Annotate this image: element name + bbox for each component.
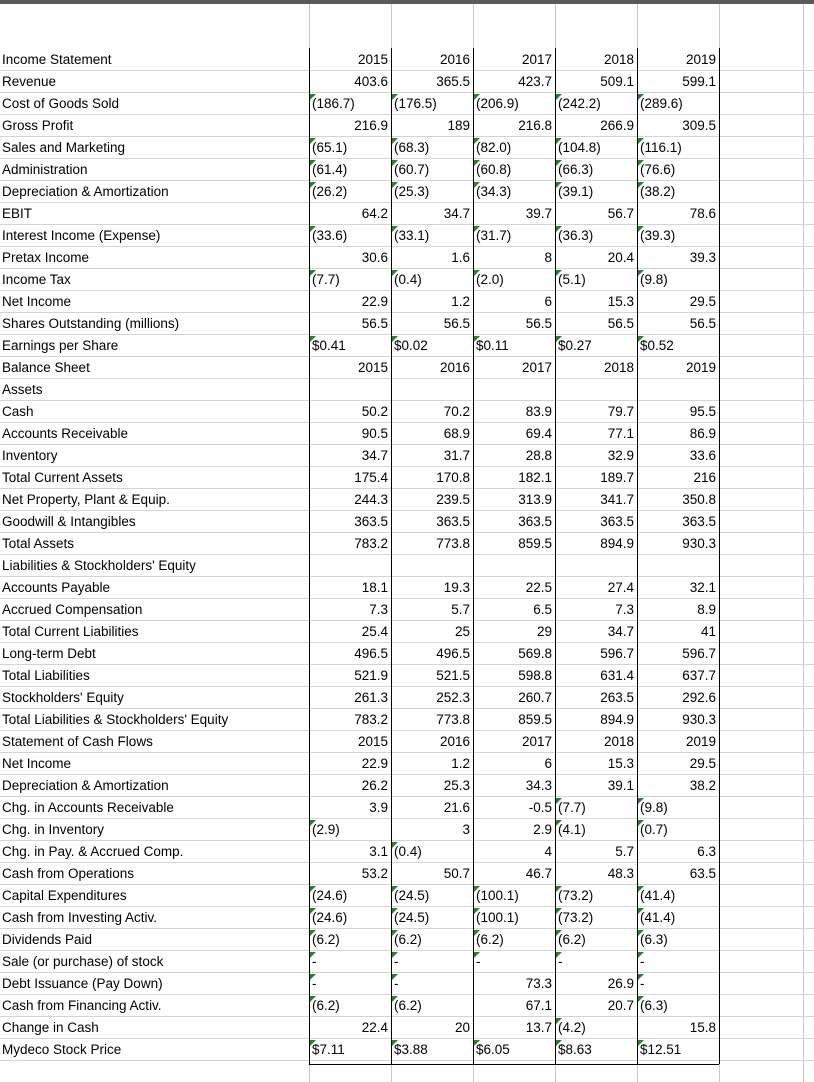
data-cell[interactable]: 22.9 <box>361 756 388 771</box>
data-cell[interactable]: 46.7 <box>525 866 552 881</box>
data-cell[interactable]: (104.8) <box>558 140 601 155</box>
data-cell[interactable]: 6.5 <box>533 602 552 617</box>
data-cell[interactable]: 2016 <box>439 52 470 67</box>
data-cell[interactable]: 2017 <box>521 734 552 749</box>
data-cell[interactable]: 56.5 <box>525 316 552 331</box>
data-cell[interactable]: 3.1 <box>369 844 388 859</box>
data-cell[interactable]: (206.9) <box>476 96 519 111</box>
data-cell[interactable]: 216 <box>693 470 716 485</box>
data-cell[interactable]: 2019 <box>685 734 716 749</box>
data-cell[interactable]: 350.8 <box>682 492 716 507</box>
data-cell[interactable]: 73.3 <box>525 976 552 991</box>
row-label[interactable]: Earnings per Share <box>2 338 119 353</box>
row-label[interactable]: Shares Outstanding (millions) <box>2 316 180 331</box>
data-cell[interactable]: 8 <box>544 250 552 265</box>
data-cell[interactable]: 29.5 <box>689 294 716 309</box>
data-cell[interactable]: 21.6 <box>443 800 470 815</box>
data-cell[interactable]: (24.6) <box>312 888 348 903</box>
data-cell[interactable]: 7.3 <box>369 602 388 617</box>
data-cell[interactable]: $0.52 <box>640 338 674 353</box>
data-cell[interactable]: 3 <box>462 822 470 837</box>
data-cell[interactable]: 569.8 <box>518 646 552 661</box>
data-cell[interactable]: 261.3 <box>354 690 388 705</box>
data-cell[interactable]: (242.2) <box>558 96 601 111</box>
data-cell[interactable]: 363.5 <box>436 514 470 529</box>
data-cell[interactable]: $8.63 <box>558 1042 592 1057</box>
data-cell[interactable]: 22.5 <box>525 580 552 595</box>
data-cell[interactable]: (66.3) <box>558 162 594 177</box>
row-label[interactable]: Statement of Cash Flows <box>2 734 153 749</box>
data-cell[interactable]: 6 <box>544 756 552 771</box>
data-cell[interactable]: 2018 <box>603 52 634 67</box>
row-label[interactable]: Debt Issuance (Pay Down) <box>2 976 163 991</box>
data-cell[interactable]: 63.5 <box>689 866 716 881</box>
data-cell[interactable]: 39.3 <box>689 250 716 265</box>
data-cell[interactable]: 34.7 <box>607 624 634 639</box>
data-cell[interactable]: 56.5 <box>361 316 388 331</box>
data-cell[interactable]: 32.9 <box>607 448 634 463</box>
data-cell[interactable]: (36.3) <box>558 228 594 243</box>
data-cell[interactable]: 363.5 <box>600 514 634 529</box>
data-cell[interactable]: (7.7) <box>558 800 586 815</box>
data-cell[interactable]: (6.2) <box>558 932 586 947</box>
data-cell[interactable]: 2016 <box>439 734 470 749</box>
data-cell[interactable]: 15.3 <box>607 294 634 309</box>
data-cell[interactable]: 239.5 <box>436 492 470 507</box>
data-cell[interactable]: 19.3 <box>443 580 470 595</box>
data-cell[interactable]: 403.6 <box>354 74 388 89</box>
row-label[interactable]: Chg. in Pay. & Accrued Comp. <box>2 844 184 859</box>
data-cell[interactable]: 68.9 <box>443 426 470 441</box>
data-cell[interactable]: (33.6) <box>312 228 348 243</box>
data-cell[interactable]: - <box>394 954 399 969</box>
data-cell[interactable]: 8.9 <box>697 602 716 617</box>
row-label[interactable]: Revenue <box>2 74 57 89</box>
data-cell[interactable]: (68.3) <box>394 140 430 155</box>
row-label[interactable]: Sales and Marketing <box>2 140 126 155</box>
data-cell[interactable]: 79.7 <box>607 404 634 419</box>
row-label[interactable]: Total Liabilities & Stockholders' Equity <box>2 712 229 727</box>
data-cell[interactable]: 521.5 <box>436 668 470 683</box>
data-cell[interactable]: 363.5 <box>518 514 552 529</box>
data-cell[interactable]: (24.6) <box>312 910 348 925</box>
data-cell[interactable]: (0.4) <box>394 844 422 859</box>
data-cell[interactable]: 2018 <box>603 360 634 375</box>
row-label[interactable]: Total Liabilities <box>2 668 90 683</box>
data-cell[interactable]: 4 <box>544 844 552 859</box>
data-cell[interactable]: 28.8 <box>525 448 552 463</box>
data-cell[interactable]: (38.2) <box>640 184 676 199</box>
data-cell[interactable]: 930.3 <box>682 536 716 551</box>
data-cell[interactable]: 20 <box>454 1020 470 1035</box>
data-cell[interactable]: 70.2 <box>443 404 470 419</box>
data-cell[interactable]: $0.11 <box>476 338 509 353</box>
data-cell[interactable]: 2015 <box>357 734 388 749</box>
data-cell[interactable]: 2016 <box>439 360 470 375</box>
row-label[interactable]: Goodwill & Intangibles <box>2 514 136 529</box>
data-cell[interactable]: 496.5 <box>354 646 388 661</box>
data-cell[interactable]: 15.3 <box>607 756 634 771</box>
data-cell[interactable]: 27.4 <box>607 580 634 595</box>
data-cell[interactable]: (6.3) <box>640 932 668 947</box>
row-label[interactable]: Stockholders' Equity <box>2 690 124 705</box>
data-cell[interactable]: (4.2) <box>558 1020 586 1035</box>
row-label[interactable]: Liabilities & Stockholders' Equity <box>2 558 196 573</box>
data-cell[interactable]: 263.5 <box>600 690 634 705</box>
data-cell[interactable]: 34.7 <box>443 206 470 221</box>
data-cell[interactable]: (73.2) <box>558 888 594 903</box>
data-cell[interactable]: (39.3) <box>640 228 676 243</box>
data-cell[interactable]: (6.2) <box>394 932 422 947</box>
data-cell[interactable]: 48.3 <box>607 866 634 881</box>
data-cell[interactable]: (60.7) <box>394 162 430 177</box>
data-cell[interactable]: 50.2 <box>361 404 388 419</box>
row-label[interactable]: Depreciation & Amortization <box>2 778 169 793</box>
row-label[interactable]: Depreciation & Amortization <box>2 184 169 199</box>
data-cell[interactable]: (6.2) <box>476 932 504 947</box>
toolbar-edge <box>0 0 814 4</box>
data-cell[interactable]: 244.3 <box>354 492 388 507</box>
data-cell[interactable]: $0.02 <box>394 338 428 353</box>
data-cell[interactable]: (6.2) <box>394 998 422 1013</box>
data-cell[interactable]: (25.3) <box>394 184 430 199</box>
data-cell[interactable]: (2.9) <box>312 822 340 837</box>
data-cell[interactable]: 29 <box>536 624 552 639</box>
data-cell[interactable]: 599.1 <box>682 74 716 89</box>
data-cell[interactable]: (26.2) <box>312 184 348 199</box>
data-cell[interactable]: 29.5 <box>689 756 716 771</box>
data-cell[interactable]: (176.5) <box>394 96 437 111</box>
data-cell[interactable]: 7.3 <box>615 602 634 617</box>
data-cell[interactable]: 78.6 <box>689 206 716 221</box>
data-cell[interactable]: (100.1) <box>476 888 519 903</box>
data-cell[interactable]: 363.5 <box>682 514 716 529</box>
row-label[interactable]: Inventory <box>2 448 58 463</box>
data-cell[interactable]: 598.8 <box>518 668 552 683</box>
data-cell[interactable]: 2017 <box>521 360 552 375</box>
data-cell[interactable]: (289.6) <box>640 96 683 111</box>
data-cell[interactable]: 56.5 <box>689 316 716 331</box>
data-cell[interactable]: 22.4 <box>361 1020 388 1035</box>
row-label[interactable]: Net Income <box>2 756 72 771</box>
data-cell[interactable]: (6.2) <box>312 998 340 1013</box>
data-cell[interactable]: 773.8 <box>436 712 470 727</box>
data-cell[interactable]: 64.2 <box>361 206 388 221</box>
data-cell[interactable]: 39.7 <box>525 206 552 221</box>
data-cell[interactable]: 2015 <box>357 360 388 375</box>
row-label[interactable]: Change in Cash <box>2 1020 99 1035</box>
data-cell[interactable]: 5.7 <box>615 844 634 859</box>
row-label[interactable]: Income Statement <box>2 52 112 67</box>
data-cell[interactable]: 2018 <box>603 734 634 749</box>
data-cell[interactable]: 53.2 <box>361 866 388 881</box>
data-cell[interactable]: (7.7) <box>312 272 340 287</box>
data-cell[interactable]: 313.9 <box>518 492 552 507</box>
data-cell[interactable]: - <box>558 954 563 969</box>
data-cell[interactable]: (41.4) <box>640 910 676 925</box>
data-cell[interactable]: 521.9 <box>354 668 388 683</box>
row-label[interactable]: Sale (or purchase) of stock <box>2 954 164 969</box>
data-cell[interactable]: 26.9 <box>607 976 634 991</box>
data-cell[interactable]: 5.7 <box>451 602 470 617</box>
row-label[interactable]: Cash from Investing Activ. <box>2 910 158 925</box>
data-cell[interactable]: 38.2 <box>689 778 716 793</box>
data-cell[interactable]: 56.7 <box>607 206 634 221</box>
data-cell[interactable]: 15.8 <box>689 1020 716 1035</box>
data-cell[interactable]: (9.8) <box>640 272 668 287</box>
row-label[interactable]: Cost of Goods Sold <box>2 96 120 111</box>
data-cell[interactable]: (34.3) <box>476 184 512 199</box>
data-cell[interactable]: 189.7 <box>600 470 634 485</box>
data-cell[interactable]: 423.7 <box>518 74 552 89</box>
data-cell[interactable]: 86.9 <box>689 426 716 441</box>
data-cell[interactable]: 637.7 <box>682 668 716 683</box>
data-cell[interactable]: 2019 <box>685 52 716 67</box>
data-cell[interactable]: 31.7 <box>443 448 470 463</box>
data-cell[interactable]: (60.8) <box>476 162 512 177</box>
data-cell[interactable]: $7.11 <box>312 1042 345 1057</box>
data-cell[interactable]: 509.1 <box>600 74 634 89</box>
data-cell[interactable]: 83.9 <box>525 404 552 419</box>
data-cell[interactable]: 18.1 <box>361 580 388 595</box>
data-cell[interactable]: -0.5 <box>528 800 552 815</box>
row-label[interactable]: Long-term Debt <box>2 646 96 661</box>
data-cell[interactable]: (0.4) <box>394 272 422 287</box>
data-cell[interactable]: 30.6 <box>361 250 388 265</box>
data-cell[interactable]: 175.4 <box>354 470 388 485</box>
data-cell[interactable]: 894.9 <box>600 536 634 551</box>
data-cell[interactable]: 496.5 <box>436 646 470 661</box>
data-cell[interactable]: 22.9 <box>361 294 388 309</box>
data-cell[interactable]: 34.3 <box>525 778 552 793</box>
data-cell[interactable]: 50.7 <box>443 866 470 881</box>
data-cell[interactable]: 309.5 <box>682 118 716 133</box>
data-cell[interactable]: 292.6 <box>682 690 716 705</box>
data-cell[interactable]: $12.51 <box>640 1042 682 1057</box>
data-cell[interactable]: 2015 <box>357 52 388 67</box>
data-cell[interactable]: 41 <box>700 624 716 639</box>
data-cell[interactable]: 95.5 <box>689 404 716 419</box>
data-cell[interactable]: (31.7) <box>476 228 512 243</box>
data-cell[interactable]: 216.8 <box>518 118 552 133</box>
data-cell[interactable]: (39.1) <box>558 184 594 199</box>
data-cell[interactable]: (33.1) <box>394 228 430 243</box>
data-cell[interactable]: - <box>640 954 645 969</box>
data-cell[interactable]: 1.6 <box>451 250 470 265</box>
table-border-frame <box>309 48 719 1064</box>
data-cell[interactable]: 363.5 <box>354 514 388 529</box>
row-label[interactable]: Cash from Financing Activ. <box>2 998 162 1013</box>
data-cell[interactable]: 182.1 <box>518 470 552 485</box>
row-label[interactable]: Balance Sheet <box>2 360 90 375</box>
row-label[interactable]: Accrued Compensation <box>2 602 143 617</box>
data-cell[interactable]: 773.8 <box>436 536 470 551</box>
row-label[interactable]: EBIT <box>2 206 33 221</box>
row-label[interactable]: Administration <box>2 162 88 177</box>
data-cell[interactable]: 26.2 <box>361 778 388 793</box>
data-cell[interactable]: (2.0) <box>476 272 504 287</box>
row-label[interactable]: Gross Profit <box>2 118 74 133</box>
data-cell[interactable]: 6.3 <box>697 844 716 859</box>
row-label[interactable]: Chg. in Inventory <box>2 822 105 837</box>
data-cell[interactable]: 252.3 <box>436 690 470 705</box>
data-cell[interactable]: 894.9 <box>600 712 634 727</box>
data-cell[interactable]: 859.5 <box>518 536 552 551</box>
data-cell[interactable]: 67.1 <box>525 998 552 1013</box>
row-label[interactable]: Income Tax <box>2 272 71 287</box>
data-cell[interactable]: $3.88 <box>394 1042 428 1057</box>
data-cell[interactable]: 266.9 <box>600 118 634 133</box>
row-label[interactable]: Capital Expenditures <box>2 888 127 903</box>
data-cell[interactable]: 2019 <box>685 360 716 375</box>
data-cell[interactable]: 20.4 <box>607 250 634 265</box>
row-label[interactable]: Accounts Payable <box>2 580 111 595</box>
data-cell[interactable]: 365.5 <box>436 74 470 89</box>
data-cell[interactable]: 783.2 <box>354 712 388 727</box>
data-cell[interactable]: 32.1 <box>689 580 716 595</box>
data-cell[interactable]: 596.7 <box>600 646 634 661</box>
row-label[interactable]: Pretax Income <box>2 250 90 265</box>
data-cell[interactable]: (76.6) <box>640 162 676 177</box>
data-cell[interactable]: 631.4 <box>600 668 634 683</box>
data-cell[interactable]: 930.3 <box>682 712 716 727</box>
data-cell[interactable]: - <box>640 976 645 991</box>
data-cell[interactable]: 3.9 <box>369 800 388 815</box>
data-cell[interactable]: 20.7 <box>607 998 634 1013</box>
data-cell[interactable]: 170.8 <box>436 470 470 485</box>
data-cell[interactable]: (6.2) <box>312 932 340 947</box>
data-cell[interactable]: 260.7 <box>518 690 552 705</box>
data-cell[interactable]: (0.7) <box>640 822 668 837</box>
data-cell[interactable]: 77.1 <box>607 426 634 441</box>
data-cell[interactable]: (73.2) <box>558 910 594 925</box>
data-cell[interactable]: 39.1 <box>607 778 634 793</box>
data-cell[interactable]: 56.5 <box>607 316 634 331</box>
row-label[interactable]: Total Current Assets <box>2 470 123 485</box>
row-label[interactable]: Accounts Receivable <box>2 426 129 441</box>
data-cell[interactable]: 6 <box>544 294 552 309</box>
data-cell[interactable]: 56.5 <box>443 316 470 331</box>
data-cell[interactable]: 13.7 <box>525 1020 552 1035</box>
data-cell[interactable]: 69.4 <box>525 426 552 441</box>
data-cell[interactable]: - <box>312 976 317 991</box>
data-cell[interactable]: 341.7 <box>600 492 634 507</box>
data-cell[interactable]: $6.05 <box>476 1042 510 1057</box>
data-cell[interactable]: (65.1) <box>312 140 348 155</box>
data-cell[interactable]: 859.5 <box>518 712 552 727</box>
row-label[interactable]: Assets <box>2 382 43 397</box>
data-cell[interactable]: 216.9 <box>354 118 388 133</box>
data-cell[interactable]: 34.7 <box>361 448 388 463</box>
data-cell[interactable]: 783.2 <box>354 536 388 551</box>
row-label[interactable]: Mydeco Stock Price <box>2 1042 122 1057</box>
data-cell[interactable]: 1.2 <box>451 756 470 771</box>
row-label[interactable]: Chg. in Accounts Receivable <box>2 800 174 815</box>
data-cell[interactable]: (41.4) <box>640 888 676 903</box>
data-cell[interactable]: 2.9 <box>533 822 552 837</box>
data-cell[interactable]: $0.27 <box>558 338 592 353</box>
row-label[interactable]: Net Property, Plant & Equip. <box>2 492 170 507</box>
row-label[interactable]: Interest Income (Expense) <box>2 228 161 243</box>
data-cell[interactable]: (24.5) <box>394 888 430 903</box>
data-cell[interactable]: 25 <box>454 624 470 639</box>
data-cell[interactable]: (116.1) <box>640 140 682 155</box>
data-cell[interactable]: (4.1) <box>558 822 586 837</box>
data-cell[interactable]: (9.8) <box>640 800 668 815</box>
data-cell[interactable]: (82.0) <box>476 140 512 155</box>
data-cell[interactable]: (61.4) <box>312 162 348 177</box>
row-label[interactable]: Cash from Operations <box>2 866 135 881</box>
row-label[interactable]: Cash <box>2 404 34 419</box>
data-cell[interactable]: (100.1) <box>476 910 519 925</box>
data-cell[interactable]: - <box>476 954 481 969</box>
data-cell[interactable]: 596.7 <box>682 646 716 661</box>
data-cell[interactable]: (5.1) <box>558 272 586 287</box>
data-cell[interactable]: 90.5 <box>361 426 388 441</box>
data-cell[interactable]: (6.3) <box>640 998 668 1013</box>
row-label[interactable]: Total Current Liabilities <box>2 624 139 639</box>
data-cell[interactable]: 2017 <box>521 52 552 67</box>
data-cell[interactable]: (24.5) <box>394 910 430 925</box>
data-cell[interactable]: 189 <box>447 118 470 133</box>
data-cell[interactable]: 33.6 <box>689 448 716 463</box>
data-cell[interactable]: 25.4 <box>361 624 388 639</box>
row-label[interactable]: Dividends Paid <box>2 932 93 947</box>
data-cell[interactable]: - <box>394 976 399 991</box>
row-label[interactable]: Net Income <box>2 294 72 309</box>
data-cell[interactable]: $0.41 <box>312 338 346 353</box>
data-cell[interactable]: (186.7) <box>312 96 355 111</box>
row-label[interactable]: Total Assets <box>2 536 75 551</box>
data-cell[interactable]: 1.2 <box>451 294 470 309</box>
data-cell[interactable]: - <box>312 954 317 969</box>
data-cell[interactable]: 25.3 <box>443 778 470 793</box>
